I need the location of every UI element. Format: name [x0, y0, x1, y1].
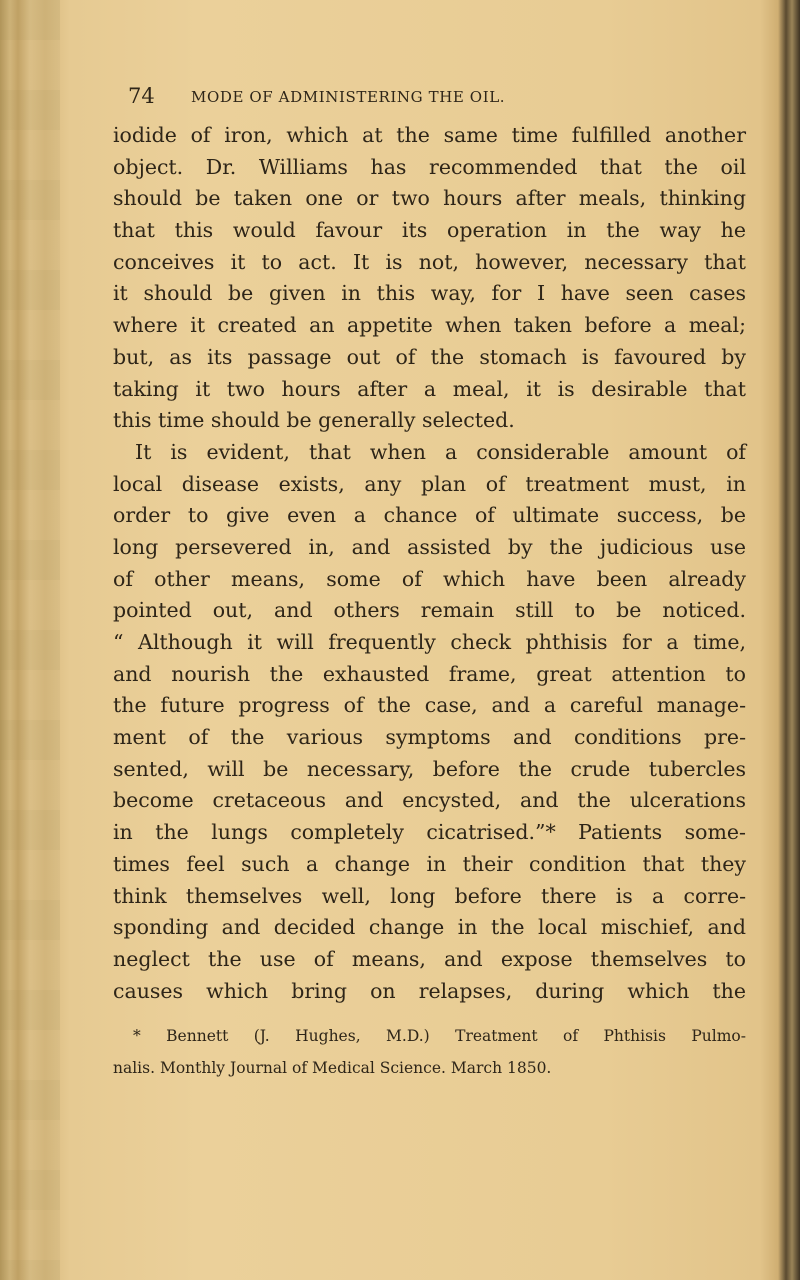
- text-line: conceives it to act. It is not, however, necessary that: [113, 249, 746, 274]
- body-text: [113, 120, 746, 1007]
- text-line: order to give even a chance of ultimate success, be: [113, 503, 746, 528]
- text-line: that this would favour its operation in the way he: [113, 218, 746, 243]
- text-line: the future progress of the case, and a careful manage-: [113, 693, 746, 718]
- text-line: of other means, some of which have been already: [113, 566, 746, 591]
- text-line: in the lungs completely cicatrised.”* Patients some-: [113, 820, 746, 845]
- page-number: 74: [128, 84, 155, 108]
- text-line: this time should be generally selected.: [113, 408, 515, 433]
- text-line: local disease exists, any plan of treatment must, in: [113, 471, 746, 496]
- running-title: MODE OF ADMINISTERING THE OIL.: [191, 88, 506, 106]
- text-line: “ Although it will frequently check phthisis for a time,: [113, 630, 746, 654]
- book-binding-edge: [0, 0, 60, 1280]
- text-line: think themselves well, long before there is a corre-: [113, 883, 746, 908]
- text-line: neglect the use of means, and expose themselves to: [113, 946, 746, 971]
- footnote: [113, 1020, 746, 1084]
- text-line: object. Dr. Williams has recommended that the oil: [113, 154, 746, 179]
- page-header: [113, 84, 746, 110]
- text-line: but, as its passage out of the stomach is favoured by: [113, 344, 746, 369]
- footnote-line: nalis. Monthly Journal of Medical Science. March 1850.: [113, 1059, 552, 1077]
- text-line: iodide of iron, which at the same time fulfilled another: [113, 123, 746, 147]
- text-line: long persevered in, and assisted by the judicious use: [113, 534, 746, 559]
- text-line: become cretaceous and encysted, and the ulcerations: [113, 788, 746, 813]
- text-line: sented, will be necessary, before the crude tubercles: [113, 756, 746, 781]
- text-line: taking it two hours after a meal, it is desirable that: [113, 376, 746, 401]
- text-line: times feel such a change in their condition that they: [113, 851, 746, 876]
- text-line: It is evident, that when a considerable amount of: [135, 439, 746, 464]
- text-line: and nourish the exhausted frame, great attention to: [113, 661, 746, 686]
- text-line: sponding and decided change in the local mischief, and: [113, 915, 746, 940]
- text-line: it should be given in this way, for I have seen cases: [113, 281, 746, 306]
- text-line: ment of the various symptoms and conditions pre-: [113, 725, 746, 750]
- footnote-line: * Bennett (J. Hughes, M.D.) Treatment of Phthisis Pulmo-: [133, 1027, 746, 1045]
- text-line: pointed out, and others remain still to be noticed.: [113, 598, 746, 623]
- text-line: where it created an appetite when taken before a meal;: [113, 313, 746, 338]
- text-line: causes which bring on relapses, during which the: [113, 978, 746, 1003]
- text-line: should be taken one or two hours after meals, thinking: [113, 186, 746, 211]
